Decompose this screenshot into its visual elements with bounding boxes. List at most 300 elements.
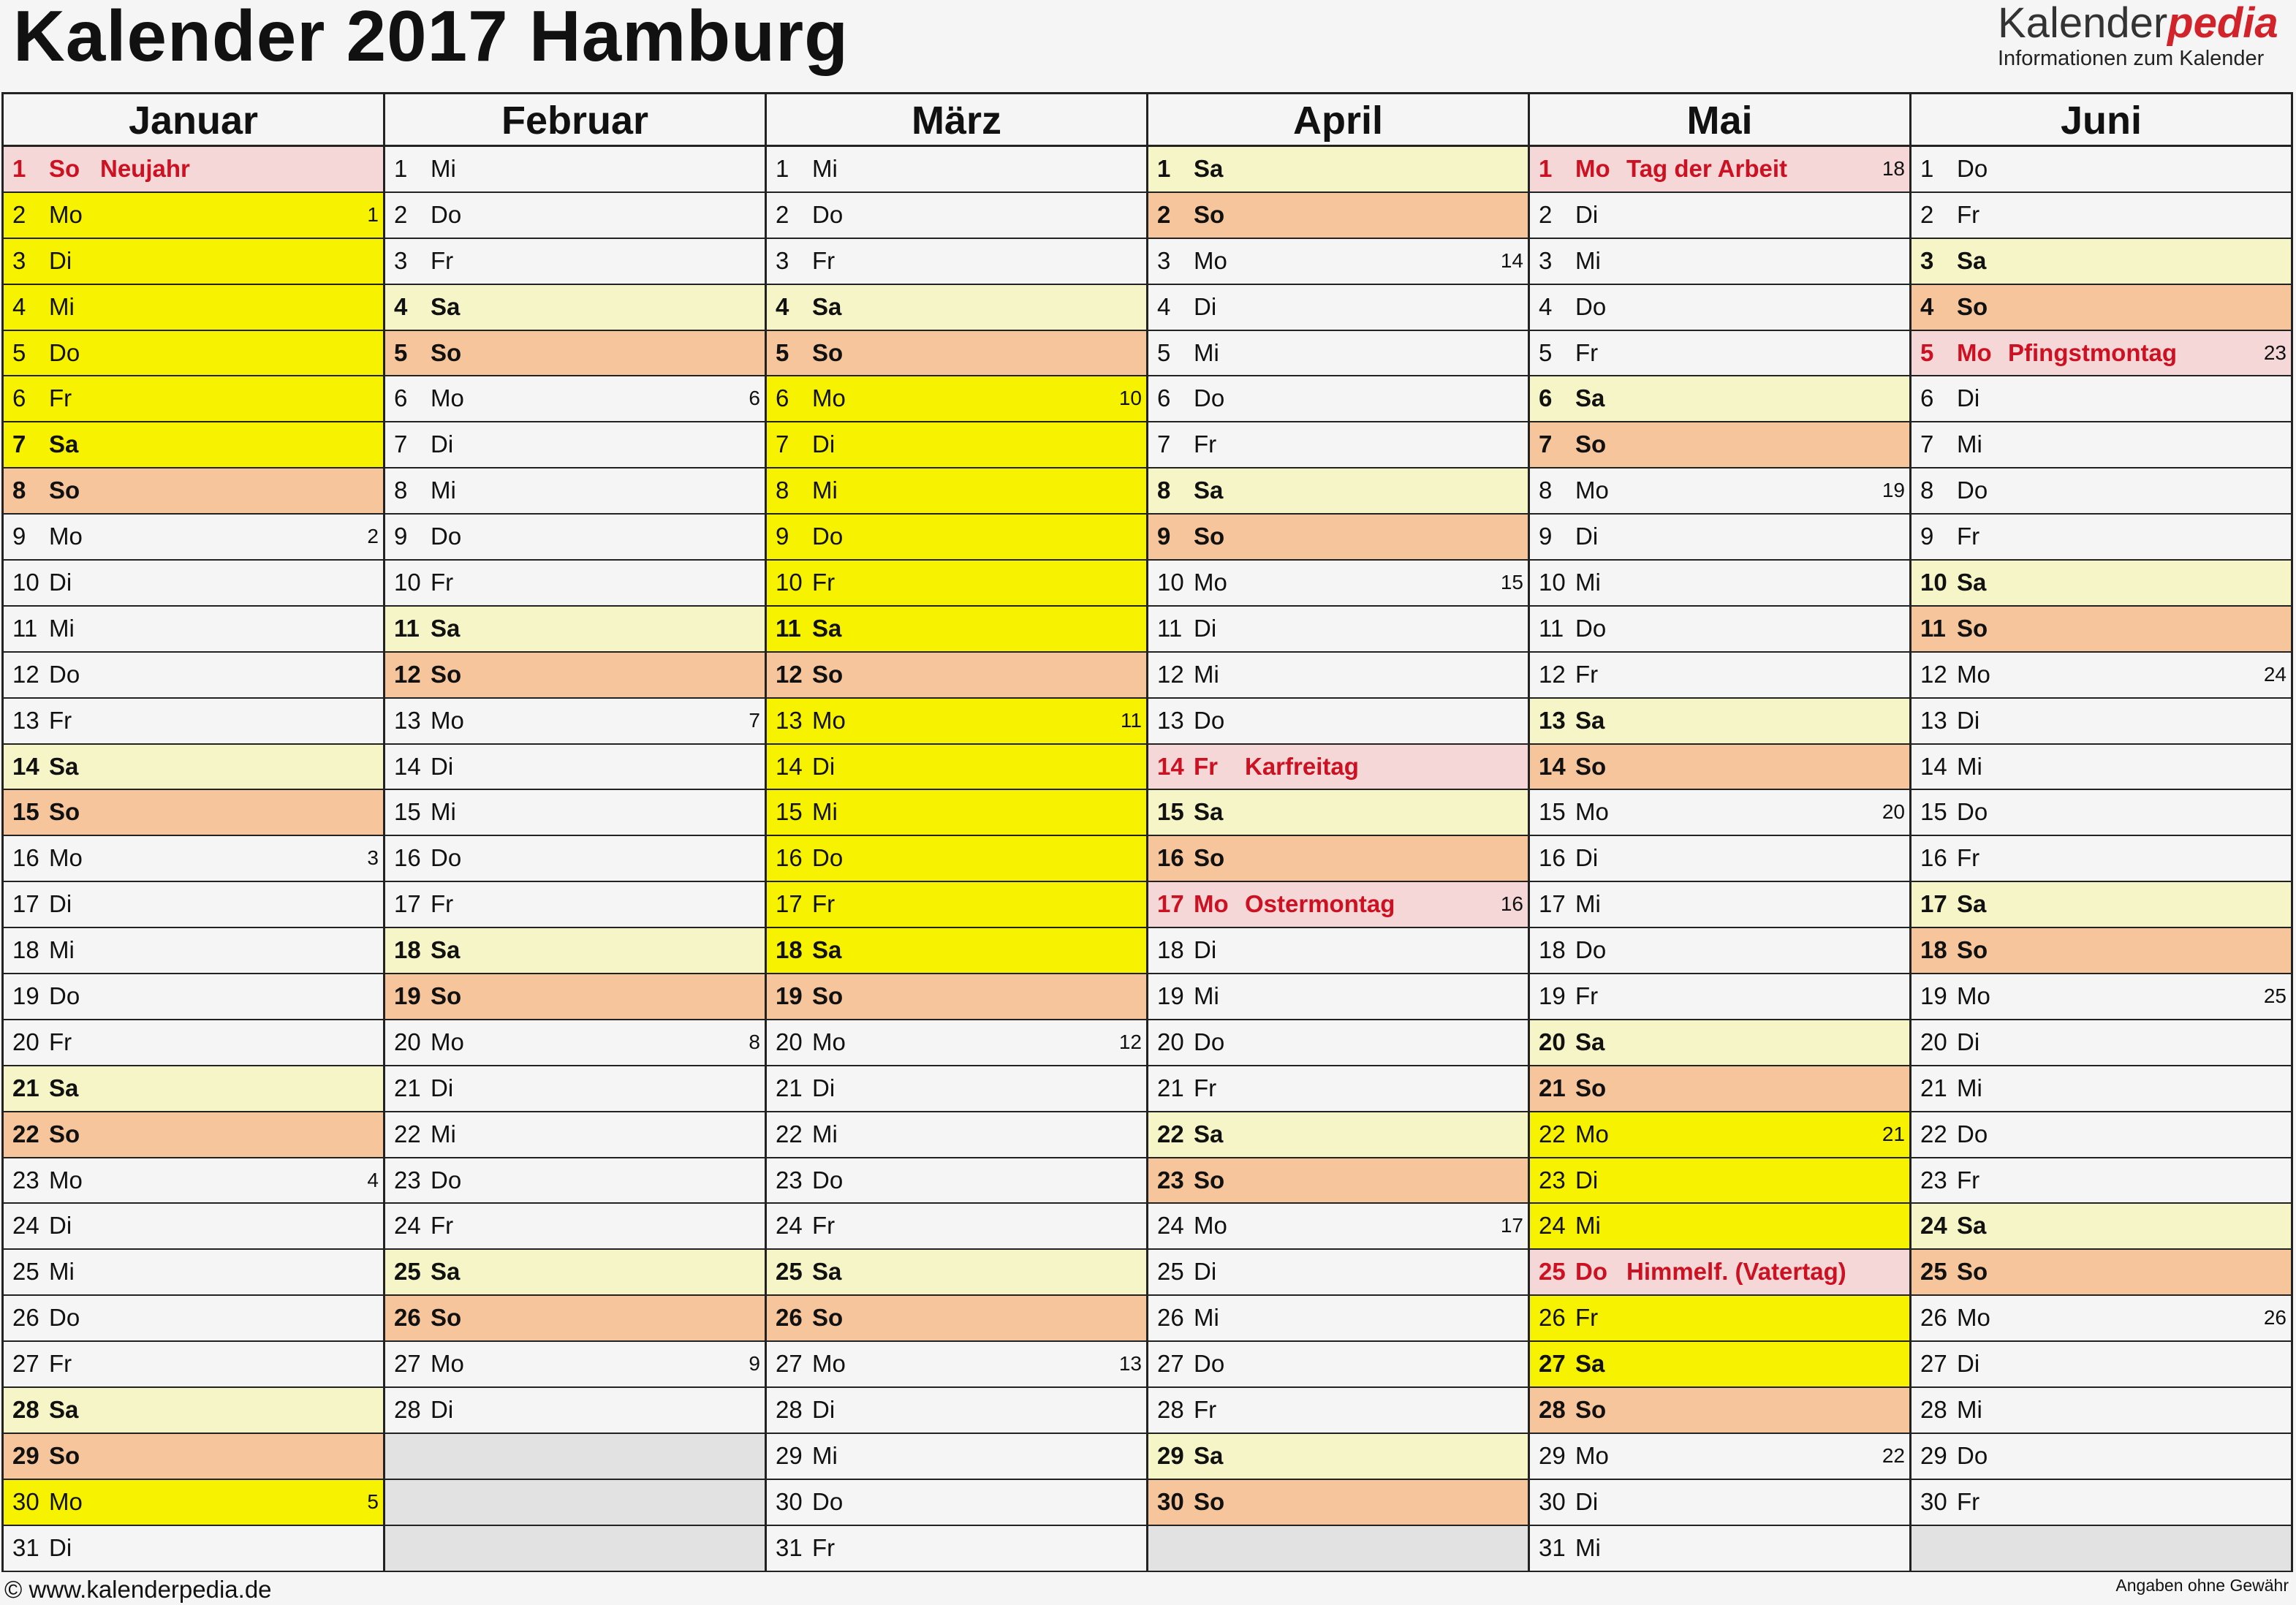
weekday-label: Mi — [1575, 569, 1601, 596]
day-cell — [767, 974, 1148, 1020]
weekday-label: Di — [431, 1074, 454, 1101]
weekday-label: Di — [431, 430, 454, 458]
day-number: 23 — [1920, 1166, 1947, 1194]
weekday-label: Mo — [812, 706, 846, 734]
weekday-label: Do — [1957, 1120, 1988, 1147]
day-cell — [767, 193, 1148, 239]
day-number: 10 — [394, 569, 421, 596]
day-cell — [1148, 1342, 1530, 1388]
day-number: 21 — [1920, 1074, 1947, 1101]
weekday-label: Sa — [1575, 1350, 1605, 1378]
weekday-label: So — [1957, 936, 1988, 964]
day-cell — [385, 376, 767, 422]
day-number: 25 — [394, 1258, 421, 1286]
day-cell — [767, 468, 1148, 515]
day-cell — [385, 239, 767, 285]
day-number: 2 — [1539, 200, 1553, 228]
weekday-label: Di — [1957, 1028, 1980, 1055]
day-cell — [1530, 1388, 1912, 1434]
weekday-label: Mi — [812, 477, 838, 504]
day-cell — [385, 699, 767, 745]
weekday-label: So — [1194, 1166, 1225, 1194]
holiday-name: Pfingstmontag — [2008, 338, 2177, 366]
day-number: 5 — [394, 338, 408, 366]
weekday-label: So — [1957, 614, 1988, 642]
day-cell — [1530, 882, 1912, 928]
holiday-day-cell — [1148, 882, 1530, 928]
day-cell — [1148, 376, 1530, 422]
day-cell — [1530, 515, 1912, 561]
day-number: 20 — [1539, 1028, 1566, 1055]
weekday-label: Di — [812, 752, 836, 780]
brand-name — [1998, 0, 2290, 47]
week-number: 22 — [1882, 1443, 1905, 1467]
day-cell — [1912, 193, 2293, 239]
day-cell — [1148, 331, 1530, 377]
brand-logo[interactable] — [1998, 0, 2290, 70]
day-cell — [1530, 1112, 1912, 1158]
day-number: 18 — [394, 936, 421, 964]
day-cell — [1148, 974, 1530, 1020]
day-number: 3 — [1539, 246, 1553, 274]
weekday-label: Mo — [431, 1350, 464, 1378]
day-number: 11 — [394, 614, 420, 642]
weekday-label: Mo — [812, 1028, 846, 1055]
day-number: 21 — [394, 1074, 421, 1101]
day-cell — [1912, 147, 2293, 193]
weekday-label: Mi — [1957, 430, 1982, 458]
day-cell — [4, 468, 385, 515]
weekday-label: Mi — [1957, 1074, 1982, 1101]
day-cell — [385, 561, 767, 607]
day-number: 15 — [1539, 798, 1566, 826]
weekday-label: Fr — [49, 706, 72, 734]
weekday-label: Mi — [812, 155, 838, 182]
day-cell — [385, 515, 767, 561]
weekday-label: Do — [1575, 614, 1607, 642]
day-number: 1 — [1157, 155, 1171, 182]
day-cell — [767, 745, 1148, 791]
day-number: 11 — [1157, 614, 1183, 642]
day-number: 2 — [1157, 200, 1171, 228]
weekday-label: Mo — [1957, 338, 1992, 366]
weekday-label: Di — [1957, 1350, 1980, 1378]
week-number: 2 — [367, 525, 379, 548]
day-number: 10 — [1920, 569, 1947, 596]
day-cell — [385, 974, 767, 1020]
day-cell — [4, 1066, 385, 1112]
week-number: 9 — [749, 1352, 760, 1376]
weekday-label: So — [49, 1441, 80, 1469]
weekday-label: Fr — [1957, 1487, 1980, 1515]
day-cell — [385, 331, 767, 377]
weekday-label: Do — [431, 844, 462, 872]
day-cell — [385, 607, 767, 653]
day-number: 4 — [1539, 292, 1553, 320]
footer-website-link[interactable]: © www.kalenderpedia.de — [4, 1576, 272, 1603]
day-number: 22 — [394, 1120, 421, 1147]
weekday-label: Di — [1575, 523, 1599, 550]
weekday-label: Mi — [431, 798, 456, 826]
day-cell — [1530, 193, 1912, 239]
day-number: 23 — [1539, 1166, 1566, 1194]
weekday-label: Do — [1575, 936, 1607, 964]
weekday-label: Do — [1957, 477, 1988, 504]
weekday-label: Mo — [49, 200, 83, 228]
weekday-label: So — [49, 1120, 80, 1147]
weekday-label: Sa — [1957, 569, 1987, 596]
day-number: 19 — [12, 982, 39, 1010]
day-number: 14 — [1920, 752, 1947, 780]
day-cell — [4, 376, 385, 422]
day-number: 9 — [394, 523, 408, 550]
day-number: 15 — [1157, 798, 1184, 826]
day-cell — [1912, 1342, 2293, 1388]
day-number: 1 — [776, 155, 789, 182]
weekday-label: Mi — [431, 1120, 456, 1147]
day-cell — [1912, 882, 2293, 928]
day-cell — [1530, 745, 1912, 791]
day-number: 11 — [1920, 614, 1946, 642]
day-cell — [4, 1526, 385, 1572]
weekday-label: Do — [431, 1166, 462, 1194]
weekday-label: Do — [812, 523, 844, 550]
day-number: 10 — [1539, 569, 1566, 596]
day-number: 6 — [12, 384, 26, 412]
day-number: 8 — [1539, 477, 1553, 504]
day-number: 21 — [1539, 1074, 1566, 1101]
empty-day-cell — [1912, 1526, 2293, 1572]
week-number: 24 — [2263, 662, 2286, 686]
day-cell — [1530, 331, 1912, 377]
day-cell — [1912, 1480, 2293, 1526]
day-cell — [1530, 1296, 1912, 1342]
holiday-day-cell — [1530, 1250, 1912, 1296]
day-number: 29 — [12, 1441, 39, 1469]
month-header: Januar — [4, 94, 385, 147]
week-number: 1 — [367, 202, 379, 226]
day-cell — [767, 836, 1148, 882]
day-cell — [1530, 239, 1912, 285]
weekday-label: Di — [49, 1212, 72, 1240]
week-number: 26 — [2263, 1306, 2286, 1329]
day-cell — [1148, 193, 1530, 239]
day-number: 19 — [1157, 982, 1184, 1010]
weekday-label: Di — [49, 246, 72, 274]
weekday-label: Mi — [812, 1441, 838, 1469]
day-number: 31 — [12, 1533, 39, 1561]
weekday-label: Mi — [1957, 752, 1982, 780]
month-column — [1530, 94, 1912, 1572]
day-number: 8 — [12, 477, 26, 504]
day-cell — [1148, 1296, 1530, 1342]
weekday-label: Do — [49, 1304, 80, 1332]
holiday-day-cell — [1148, 745, 1530, 791]
weekday-label: Sa — [431, 614, 461, 642]
day-cell — [1530, 1066, 1912, 1112]
day-number: 23 — [1157, 1166, 1184, 1194]
week-number: 5 — [367, 1490, 379, 1513]
day-cell — [767, 1480, 1148, 1526]
weekday-label: Mi — [812, 798, 838, 826]
day-cell — [767, 1020, 1148, 1066]
weekday-label: Sa — [1194, 477, 1224, 504]
day-list — [767, 147, 1148, 1572]
weekday-label: Fr — [812, 890, 836, 918]
day-cell — [1912, 1434, 2293, 1480]
weekday-label: Sa — [812, 936, 842, 964]
day-number: 6 — [1539, 384, 1553, 412]
day-cell — [1530, 790, 1912, 836]
weekday-label: Sa — [1957, 890, 1987, 918]
day-cell — [1530, 836, 1912, 882]
weekday-label: Mo — [49, 1487, 83, 1515]
day-number: 8 — [1920, 477, 1934, 504]
brand-name-plain: Kalender — [1998, 0, 2168, 47]
weekday-label: Di — [1194, 1258, 1217, 1286]
weekday-label: Mi — [431, 477, 456, 504]
day-number: 17 — [394, 890, 421, 918]
weekday-label: Do — [1957, 798, 1988, 826]
weekday-label: Mo — [1575, 798, 1609, 826]
day-cell — [1148, 239, 1530, 285]
weekday-label: Fr — [49, 1350, 72, 1378]
weekday-label: Di — [1957, 706, 1980, 734]
month-column — [385, 94, 767, 1572]
day-cell — [385, 193, 767, 239]
day-number: 4 — [12, 292, 26, 320]
day-cell — [1912, 607, 2293, 653]
day-cell — [4, 1204, 385, 1250]
day-number: 18 — [1157, 936, 1184, 964]
day-cell — [767, 239, 1148, 285]
day-number: 19 — [394, 982, 421, 1010]
day-number: 25 — [1539, 1258, 1566, 1286]
weekday-label: So — [49, 155, 80, 182]
day-number: 17 — [1539, 890, 1566, 918]
day-number: 26 — [1539, 1304, 1566, 1332]
weekday-label: Di — [1575, 1166, 1599, 1194]
weekday-label: Mo — [1194, 1212, 1227, 1240]
day-cell — [4, 331, 385, 377]
brand-name-accent: pedia — [2167, 0, 2278, 47]
day-cell — [767, 1388, 1148, 1434]
day-list — [4, 147, 385, 1572]
day-number: 1 — [1920, 155, 1934, 182]
day-number: 31 — [776, 1533, 803, 1561]
week-number: 23 — [2263, 341, 2286, 364]
day-cell — [1530, 1158, 1912, 1204]
day-cell — [1912, 285, 2293, 331]
day-cell — [767, 607, 1148, 653]
weekday-label: Fr — [1575, 1304, 1599, 1332]
day-number: 9 — [12, 523, 26, 550]
day-cell — [767, 928, 1148, 974]
day-cell — [767, 376, 1148, 422]
day-number: 14 — [1539, 752, 1566, 780]
day-number: 11 — [1539, 614, 1564, 642]
weekday-label: Do — [1194, 706, 1225, 734]
day-number: 16 — [394, 844, 421, 872]
weekday-label: Fr — [1957, 200, 1980, 228]
weekday-label: Mi — [1575, 246, 1601, 274]
day-cell — [1530, 468, 1912, 515]
day-number: 28 — [776, 1396, 803, 1424]
weekday-label: Do — [1194, 1350, 1225, 1378]
day-number: 22 — [1157, 1120, 1184, 1147]
weekday-label: Sa — [1575, 1028, 1605, 1055]
weekday-label: Fr — [1957, 1166, 1980, 1194]
day-cell — [1912, 974, 2293, 1020]
day-cell — [4, 928, 385, 974]
weekday-label: Fr — [1575, 982, 1599, 1010]
weekday-label: Sa — [1194, 155, 1224, 182]
empty-day-cell — [1148, 1526, 1530, 1572]
day-number: 22 — [12, 1120, 39, 1147]
weekday-label: Mi — [1194, 338, 1219, 366]
day-cell — [767, 561, 1148, 607]
day-number: 10 — [776, 569, 803, 596]
day-number: 5 — [12, 338, 26, 366]
day-cell — [4, 1480, 385, 1526]
day-number: 26 — [1920, 1304, 1947, 1332]
day-number: 18 — [776, 936, 803, 964]
week-number: 4 — [367, 1168, 379, 1191]
day-cell — [1148, 285, 1530, 331]
day-number: 26 — [394, 1304, 421, 1332]
day-cell — [767, 882, 1148, 928]
day-number: 12 — [12, 660, 39, 688]
weekday-label: Mo — [812, 384, 846, 412]
day-number: 18 — [12, 936, 39, 964]
day-number: 14 — [394, 752, 421, 780]
day-number: 9 — [1157, 523, 1171, 550]
day-cell — [1912, 239, 2293, 285]
day-cell — [385, 422, 767, 468]
day-cell — [767, 1342, 1148, 1388]
day-number: 27 — [394, 1350, 421, 1378]
day-number: 12 — [394, 660, 421, 688]
day-number: 12 — [1157, 660, 1184, 688]
weekday-label: Do — [812, 1166, 844, 1194]
day-cell — [1148, 147, 1530, 193]
day-number: 28 — [394, 1396, 421, 1424]
day-number: 25 — [1157, 1258, 1184, 1286]
day-cell — [767, 285, 1148, 331]
day-number: 1 — [12, 155, 26, 182]
day-number: 8 — [1157, 477, 1171, 504]
day-cell — [385, 285, 767, 331]
day-number: 26 — [1157, 1304, 1184, 1332]
day-number: 24 — [1157, 1212, 1184, 1240]
day-number: 24 — [776, 1212, 803, 1240]
weekday-label: Fr — [1194, 752, 1218, 780]
weekday-label: So — [49, 798, 80, 826]
day-cell — [1148, 1434, 1530, 1480]
weekday-label: Fr — [812, 569, 836, 596]
day-number: 15 — [776, 798, 803, 826]
month-header: Mai — [1530, 94, 1912, 147]
day-number: 5 — [1157, 338, 1171, 366]
weekday-label: Fr — [431, 1212, 454, 1240]
weekday-label: Sa — [1957, 246, 1987, 274]
day-number: 15 — [12, 798, 39, 826]
day-cell — [1912, 1020, 2293, 1066]
day-number: 5 — [776, 338, 789, 366]
day-cell — [1148, 1020, 1530, 1066]
day-number: 2 — [776, 200, 789, 228]
day-number: 21 — [776, 1074, 803, 1101]
month-header: Juni — [1912, 94, 2293, 147]
day-number: 12 — [1539, 660, 1566, 688]
weekday-label: So — [1194, 844, 1225, 872]
day-cell — [1148, 468, 1530, 515]
day-cell — [1148, 1204, 1530, 1250]
weekday-label: Fr — [1194, 430, 1217, 458]
weekday-label: So — [1575, 1074, 1607, 1101]
weekday-label: So — [812, 1304, 844, 1332]
day-number: 26 — [776, 1304, 803, 1332]
day-number: 4 — [1157, 292, 1171, 320]
day-number: 1 — [394, 155, 408, 182]
day-number: 22 — [1920, 1120, 1947, 1147]
weekday-label: Fr — [1194, 1074, 1217, 1101]
day-cell — [1912, 1066, 2293, 1112]
weekday-label: Mo — [431, 384, 464, 412]
day-cell — [4, 745, 385, 791]
day-number: 6 — [394, 384, 408, 412]
holiday-name: Neujahr — [100, 155, 190, 182]
day-cell — [1148, 561, 1530, 607]
day-cell — [1912, 1250, 2293, 1296]
weekday-label: Mo — [1957, 1304, 1990, 1332]
day-number: 7 — [394, 430, 408, 458]
day-number: 27 — [1539, 1350, 1566, 1378]
footer-disclaimer: Angaben ohne Gewähr — [2115, 1576, 2289, 1595]
day-number: 13 — [1539, 706, 1566, 734]
day-number: 14 — [1157, 752, 1184, 780]
week-number: 25 — [2263, 984, 2286, 1008]
day-number: 13 — [394, 706, 421, 734]
weekday-label: Di — [49, 890, 72, 918]
day-cell — [4, 882, 385, 928]
day-cell — [1530, 376, 1912, 422]
day-number: 6 — [1920, 384, 1934, 412]
holiday-day-cell — [1530, 147, 1912, 193]
day-number: 9 — [1539, 523, 1553, 550]
week-number: 16 — [1500, 892, 1523, 916]
day-cell — [1530, 653, 1912, 699]
weekday-label: Fr — [49, 384, 72, 412]
weekday-label: So — [1957, 292, 1988, 320]
day-cell — [1912, 468, 2293, 515]
day-number: 24 — [12, 1212, 39, 1240]
weekday-label: Di — [1957, 384, 1980, 412]
day-cell — [767, 653, 1148, 699]
day-cell — [1912, 376, 2293, 422]
day-cell — [4, 193, 385, 239]
weekday-label: Sa — [812, 614, 842, 642]
day-cell — [1148, 515, 1530, 561]
day-list — [1530, 147, 1912, 1572]
weekday-label: Mo — [812, 1350, 846, 1378]
weekday-label: Di — [812, 430, 836, 458]
week-number: 11 — [1120, 708, 1142, 732]
weekday-label: Mi — [49, 292, 75, 320]
day-number: 28 — [1920, 1396, 1947, 1424]
weekday-label: Do — [49, 982, 80, 1010]
day-cell — [4, 561, 385, 607]
